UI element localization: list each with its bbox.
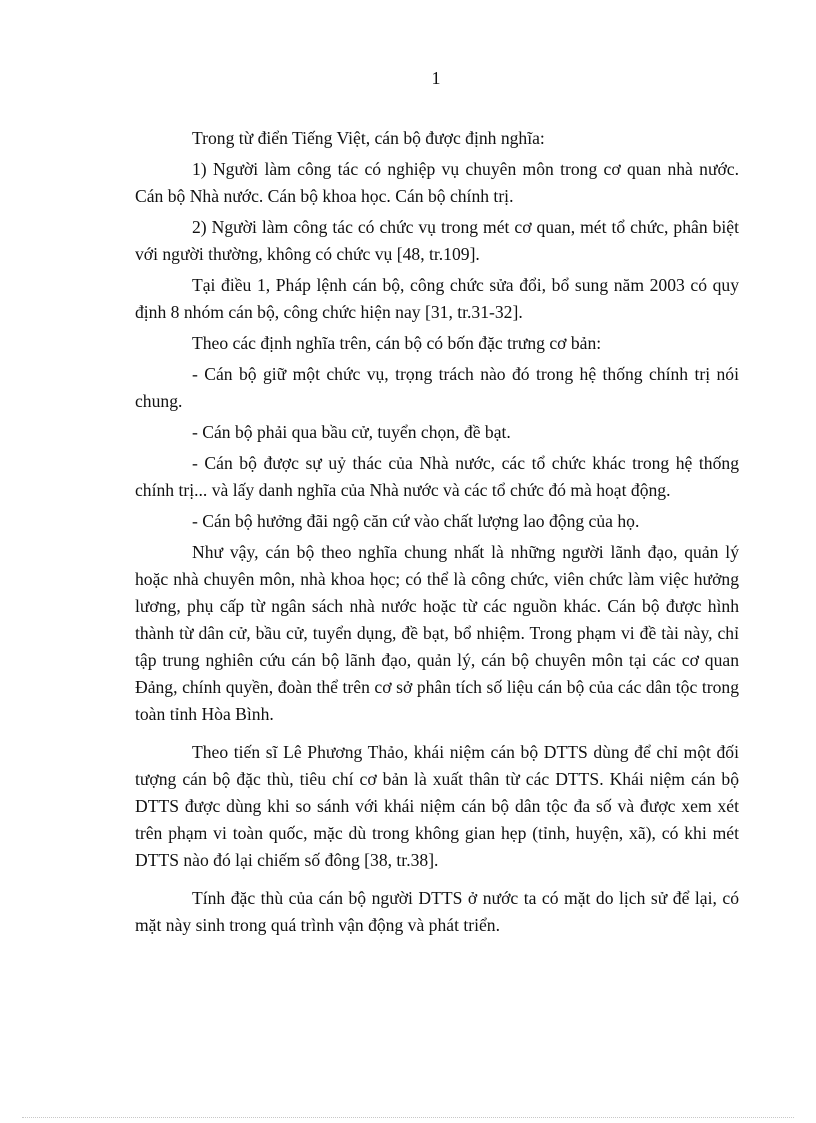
paragraph: - Cán bộ phải qua bầu cử, tuyển chọn, đề bạt. <box>192 422 511 442</box>
paragraph: Tính đặc thù của cán bộ người DTTS ở nước ta có mặt do lịch sử để lại, có mặt này sinh trong quá trình vận động và phát triển. <box>135 888 739 935</box>
paragraph: Theo các định nghĩa trên, cán bộ có bốn đặc trưng cơ bản: <box>192 333 602 353</box>
paragraph: Như vậy, cán bộ theo nghĩa chung nhất là những người lãnh đạo, quản lý hoặc nhà chuyên môn, nhà khoa học; có thể là công chức, viên chức làm việc hưởng lương, phụ cấp từ ngân sách nhà nước hoặc từ các nguồn khác. Cán bộ được hình thành từ dân cử, bầu cử, tuyển dụng, đề bạt, bổ nhiệm. Trong phạm vi đề tài này, chỉ tập trung nghiên cứu cán bộ lãnh đạo, quản lý, cán bộ chuyên môn tại các cơ quan Đảng, chính quyền, đoàn thể trên cơ sở phân tích số liệu cán bộ của các dân tộc trong toàn tỉnh Hòa Bình. <box>135 542 739 724</box>
paragraph: Theo tiến sĩ Lê Phương Thảo, khái niệm cán bộ DTTS dùng để chỉ một đối tượng cán bộ đặc thù, tiêu chí cơ bản là xuất thân từ các DTTS. Khái niệm cán bộ DTTS được dùng khi so sánh với khái niệm cán bộ dân tộc đa số và được xem xét trên phạm vi toàn quốc, mặc dù trong không gian hẹp (tỉnh, huyện, xã), có khi mét DTTS nào đó lại chiếm số đông [38, tr.38]. <box>135 742 739 870</box>
paragraph: Trong từ điển Tiếng Việt, cán bộ được định nghĩa: <box>192 128 545 148</box>
paragraph: - Cán bộ được sự uỷ thác của Nhà nước, các tổ chức khác trong hệ thống chính trị... và lấy danh nghĩa của Nhà nước và các tổ chức đó mà hoạt động. <box>135 453 739 500</box>
page-bottom-divider <box>22 1117 794 1118</box>
paragraph: Tại điều 1, Pháp lệnh cán bộ, công chức sửa đổi, bổ sung năm 2003 có quy định 8 nhóm cán bộ, công chức hiện nay [31, tr.31-32]. <box>135 275 739 322</box>
page-number: 1 <box>431 68 441 88</box>
paragraph: - Cán bộ hưởng đãi ngộ căn cứ vào chất lượng lao động của họ. <box>192 511 640 531</box>
paragraph: 1) Người làm công tác có nghiệp vụ chuyên môn trong cơ quan nhà nước. Cán bộ Nhà nước. Cán bộ khoa học. Cán bộ chính trị. <box>135 159 739 206</box>
paragraph: 2) Người làm công tác có chức vụ trong mét cơ quan, mét tổ chức, phân biệt với người thường, không có chức vụ [48, tr.109]. <box>135 217 739 264</box>
paragraph: - Cán bộ giữ một chức vụ, trọng trách nào đó trong hệ thống chính trị nói chung. <box>135 364 739 411</box>
body-text <box>135 125 739 950</box>
